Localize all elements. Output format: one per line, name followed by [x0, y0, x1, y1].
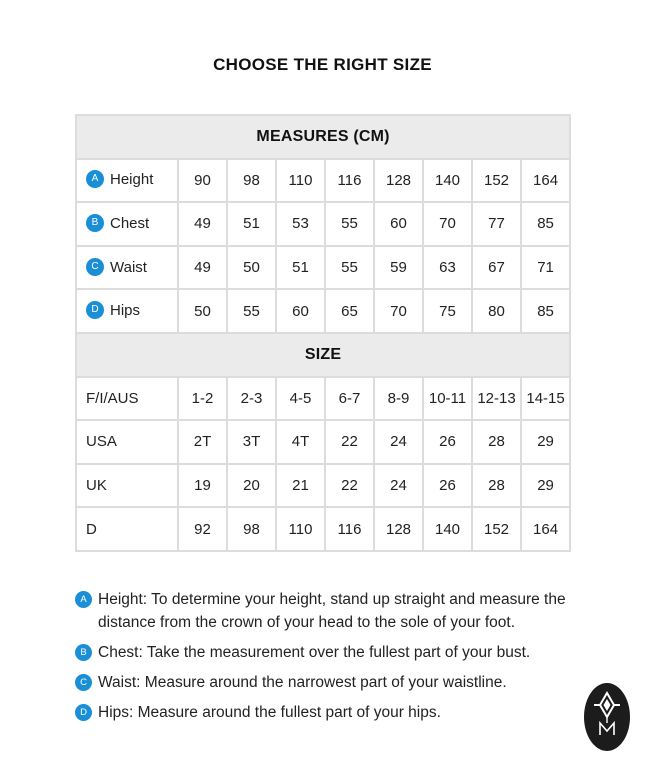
table-cell: 140: [423, 159, 472, 203]
table-cell: 8-9: [374, 377, 423, 421]
table-cell: 28: [472, 420, 521, 464]
table-cell: 59: [374, 246, 423, 290]
row-label-text: Height: [110, 171, 154, 189]
table-cell: 24: [374, 464, 423, 508]
table-cell: 55: [325, 246, 374, 290]
table-cell: 20: [227, 464, 276, 508]
table-row: [76, 289, 570, 333]
table-cell: 19: [178, 464, 227, 508]
table-cell: 28: [472, 464, 521, 508]
table-cell: 63: [423, 246, 472, 290]
size-chart-table: [75, 114, 571, 552]
table-cell: 14-15: [521, 377, 570, 421]
badge-b: B: [75, 644, 92, 661]
table-cell: 60: [374, 202, 423, 246]
row-label-uk: UK: [76, 464, 178, 508]
page-title: CHOOSE THE RIGHT SIZE: [213, 55, 432, 74]
table-cell: 2T: [178, 420, 227, 464]
table-cell: 128: [374, 159, 423, 203]
badge-c: C: [75, 674, 92, 691]
badge-a: A: [86, 170, 104, 188]
row-label-height: [76, 159, 178, 203]
table-cell: 53: [276, 202, 325, 246]
table-cell: 110: [276, 507, 325, 551]
row-label-text: Chest: [110, 214, 150, 232]
note-waist: [75, 671, 575, 694]
table-cell: 49: [178, 202, 227, 246]
note-text: Height: To determine your height, stand up straight and measure the distance from the crown of your head to the sole of your foot.: [98, 591, 566, 631]
measures-header-row: [76, 115, 570, 159]
table-cell: 152: [472, 159, 521, 203]
table-cell: 85: [521, 289, 570, 333]
table-cell: 24: [374, 420, 423, 464]
table-cell: 29: [521, 420, 570, 464]
note-text: Waist: Measure around the narrowest part of your waistline.: [98, 674, 507, 691]
table-cell: 1-2: [178, 377, 227, 421]
note-hips: [75, 701, 575, 724]
table-cell: 98: [227, 507, 276, 551]
table-cell: 21: [276, 464, 325, 508]
table-row: [76, 377, 570, 421]
table-cell: 70: [374, 289, 423, 333]
table-cell: 116: [325, 159, 374, 203]
table-cell: 10-11: [423, 377, 472, 421]
table-cell: 22: [325, 420, 374, 464]
table-cell: 110: [276, 159, 325, 203]
badge-b: B: [86, 214, 104, 232]
table-cell: 29: [521, 464, 570, 508]
table-cell: 6-7: [325, 377, 374, 421]
badge-d: D: [75, 704, 92, 721]
note-height: [75, 588, 575, 634]
table-row: [76, 420, 570, 464]
badge-d: D: [86, 301, 104, 319]
note-text: Chest: Take the measurement over the fullest part of your bust.: [98, 644, 531, 661]
badge-c: C: [86, 258, 104, 276]
measures-heading: MEASURES (CM): [76, 115, 570, 159]
table-cell: 50: [178, 289, 227, 333]
table-cell: 164: [521, 159, 570, 203]
table-row: [76, 202, 570, 246]
table-cell: 75: [423, 289, 472, 333]
size-heading: SIZE: [76, 333, 570, 377]
table-cell: 128: [374, 507, 423, 551]
table-cell: 55: [325, 202, 374, 246]
row-label-chest: [76, 202, 178, 246]
row-label-usa: USA: [76, 420, 178, 464]
row-label-hips: [76, 289, 178, 333]
row-label-text: Hips: [110, 302, 141, 320]
table-cell: 26: [423, 420, 472, 464]
row-label-waist: [76, 246, 178, 290]
table-cell: 116: [325, 507, 374, 551]
table-cell: 80: [472, 289, 521, 333]
table-cell: 77: [472, 202, 521, 246]
table-cell: 4-5: [276, 377, 325, 421]
table-cell: 70: [423, 202, 472, 246]
table-cell: 65: [325, 289, 374, 333]
table-cell: 2-3: [227, 377, 276, 421]
table-cell: 50: [227, 246, 276, 290]
table-cell: 3T: [227, 420, 276, 464]
row-label-text: Waist: [110, 258, 147, 276]
table-cell: 98: [227, 159, 276, 203]
table-row: [76, 159, 570, 203]
table-row: [76, 507, 570, 551]
table-cell: 140: [423, 507, 472, 551]
table-cell: 26: [423, 464, 472, 508]
table-cell: 22: [325, 464, 374, 508]
table-cell: 92: [178, 507, 227, 551]
table-cell: 49: [178, 246, 227, 290]
table-cell: 60: [276, 289, 325, 333]
note-chest: [75, 641, 575, 664]
table-cell: 152: [472, 507, 521, 551]
table-cell: 55: [227, 289, 276, 333]
note-text: Hips: Measure around the fullest part of your hips.: [98, 704, 441, 721]
measurement-notes: [75, 588, 575, 731]
table-cell: 90: [178, 159, 227, 203]
table-cell: 51: [227, 202, 276, 246]
table-cell: 85: [521, 202, 570, 246]
size-header-row: [76, 333, 570, 377]
table-cell: 51: [276, 246, 325, 290]
table-cell: 164: [521, 507, 570, 551]
brand-emblem-icon: [584, 683, 630, 751]
table-cell: 67: [472, 246, 521, 290]
badge-a: A: [75, 591, 92, 608]
table-row: [76, 246, 570, 290]
row-label-d: D: [76, 507, 178, 551]
table-cell: 12-13: [472, 377, 521, 421]
table-row: [76, 464, 570, 508]
table-cell: 4T: [276, 420, 325, 464]
row-label-fiaus: F/I/AUS: [76, 377, 178, 421]
table-cell: 71: [521, 246, 570, 290]
